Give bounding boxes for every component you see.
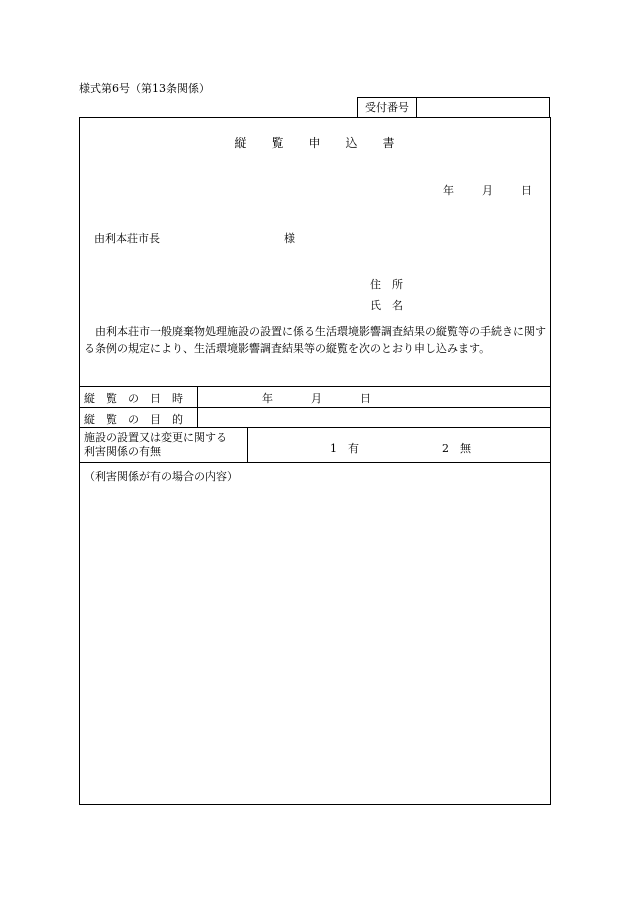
label-char: 日	[150, 392, 161, 405]
year-label: 年	[443, 184, 454, 197]
label-char: 縦	[84, 392, 95, 405]
label-char: 覧	[106, 392, 117, 405]
title-char: 込	[345, 136, 359, 150]
addressee: 由利本荘市長	[94, 232, 160, 245]
receipt-number-box	[357, 97, 550, 117]
year-label: 年	[262, 392, 273, 405]
day-label: 日	[360, 392, 371, 405]
application-date	[443, 182, 532, 198]
purpose-label	[84, 411, 183, 427]
month-label: 月	[311, 392, 322, 405]
label-char: の	[128, 413, 139, 426]
datetime-label	[84, 390, 183, 406]
interest-label-line: 利害関係の有無	[84, 445, 161, 458]
name-label: 氏 名	[370, 299, 403, 312]
honorific: 様	[284, 232, 295, 245]
divider	[80, 462, 550, 463]
label-char: の	[128, 392, 139, 405]
day-label: 日	[521, 184, 532, 197]
option-no: 2 無	[442, 442, 471, 455]
label-char: 覧	[106, 413, 117, 426]
month-label: 月	[482, 184, 493, 197]
viewing-date	[262, 390, 371, 406]
title-char: 書	[382, 136, 396, 150]
title-char: 覧	[271, 136, 285, 150]
label-char: 時	[172, 392, 183, 405]
application-form	[79, 117, 551, 805]
form-title	[80, 134, 550, 151]
title-char: 申	[308, 136, 322, 150]
title-char: 縦	[234, 136, 248, 150]
divider	[80, 427, 550, 428]
label-char: 的	[172, 413, 183, 426]
form-number: 様式第6号（第13条関係）	[79, 82, 210, 95]
interest-detail-label: （利害関係が有の場合の内容）	[84, 470, 238, 483]
divider	[80, 407, 550, 408]
column-divider	[247, 427, 248, 462]
option-yes: 1 有	[330, 442, 359, 455]
column-divider	[197, 386, 198, 427]
address-label: 住 所	[370, 278, 403, 291]
divider	[80, 386, 550, 387]
interest-label	[84, 431, 227, 459]
label-char: 縦	[84, 413, 95, 426]
label-char: 目	[150, 413, 161, 426]
interest-label-line: 施設の設置又は変更に関する	[84, 431, 227, 444]
receipt-number-label: 受付番号	[358, 98, 417, 118]
application-statement: 由利本荘市一般廃棄物処理施設の設置に係る生活環境影響調査結果の縦覧等の手続きに関する条例の規定により、生活環境影響調査結果等の縦覧を次のとおり申し込みます。	[84, 325, 546, 355]
